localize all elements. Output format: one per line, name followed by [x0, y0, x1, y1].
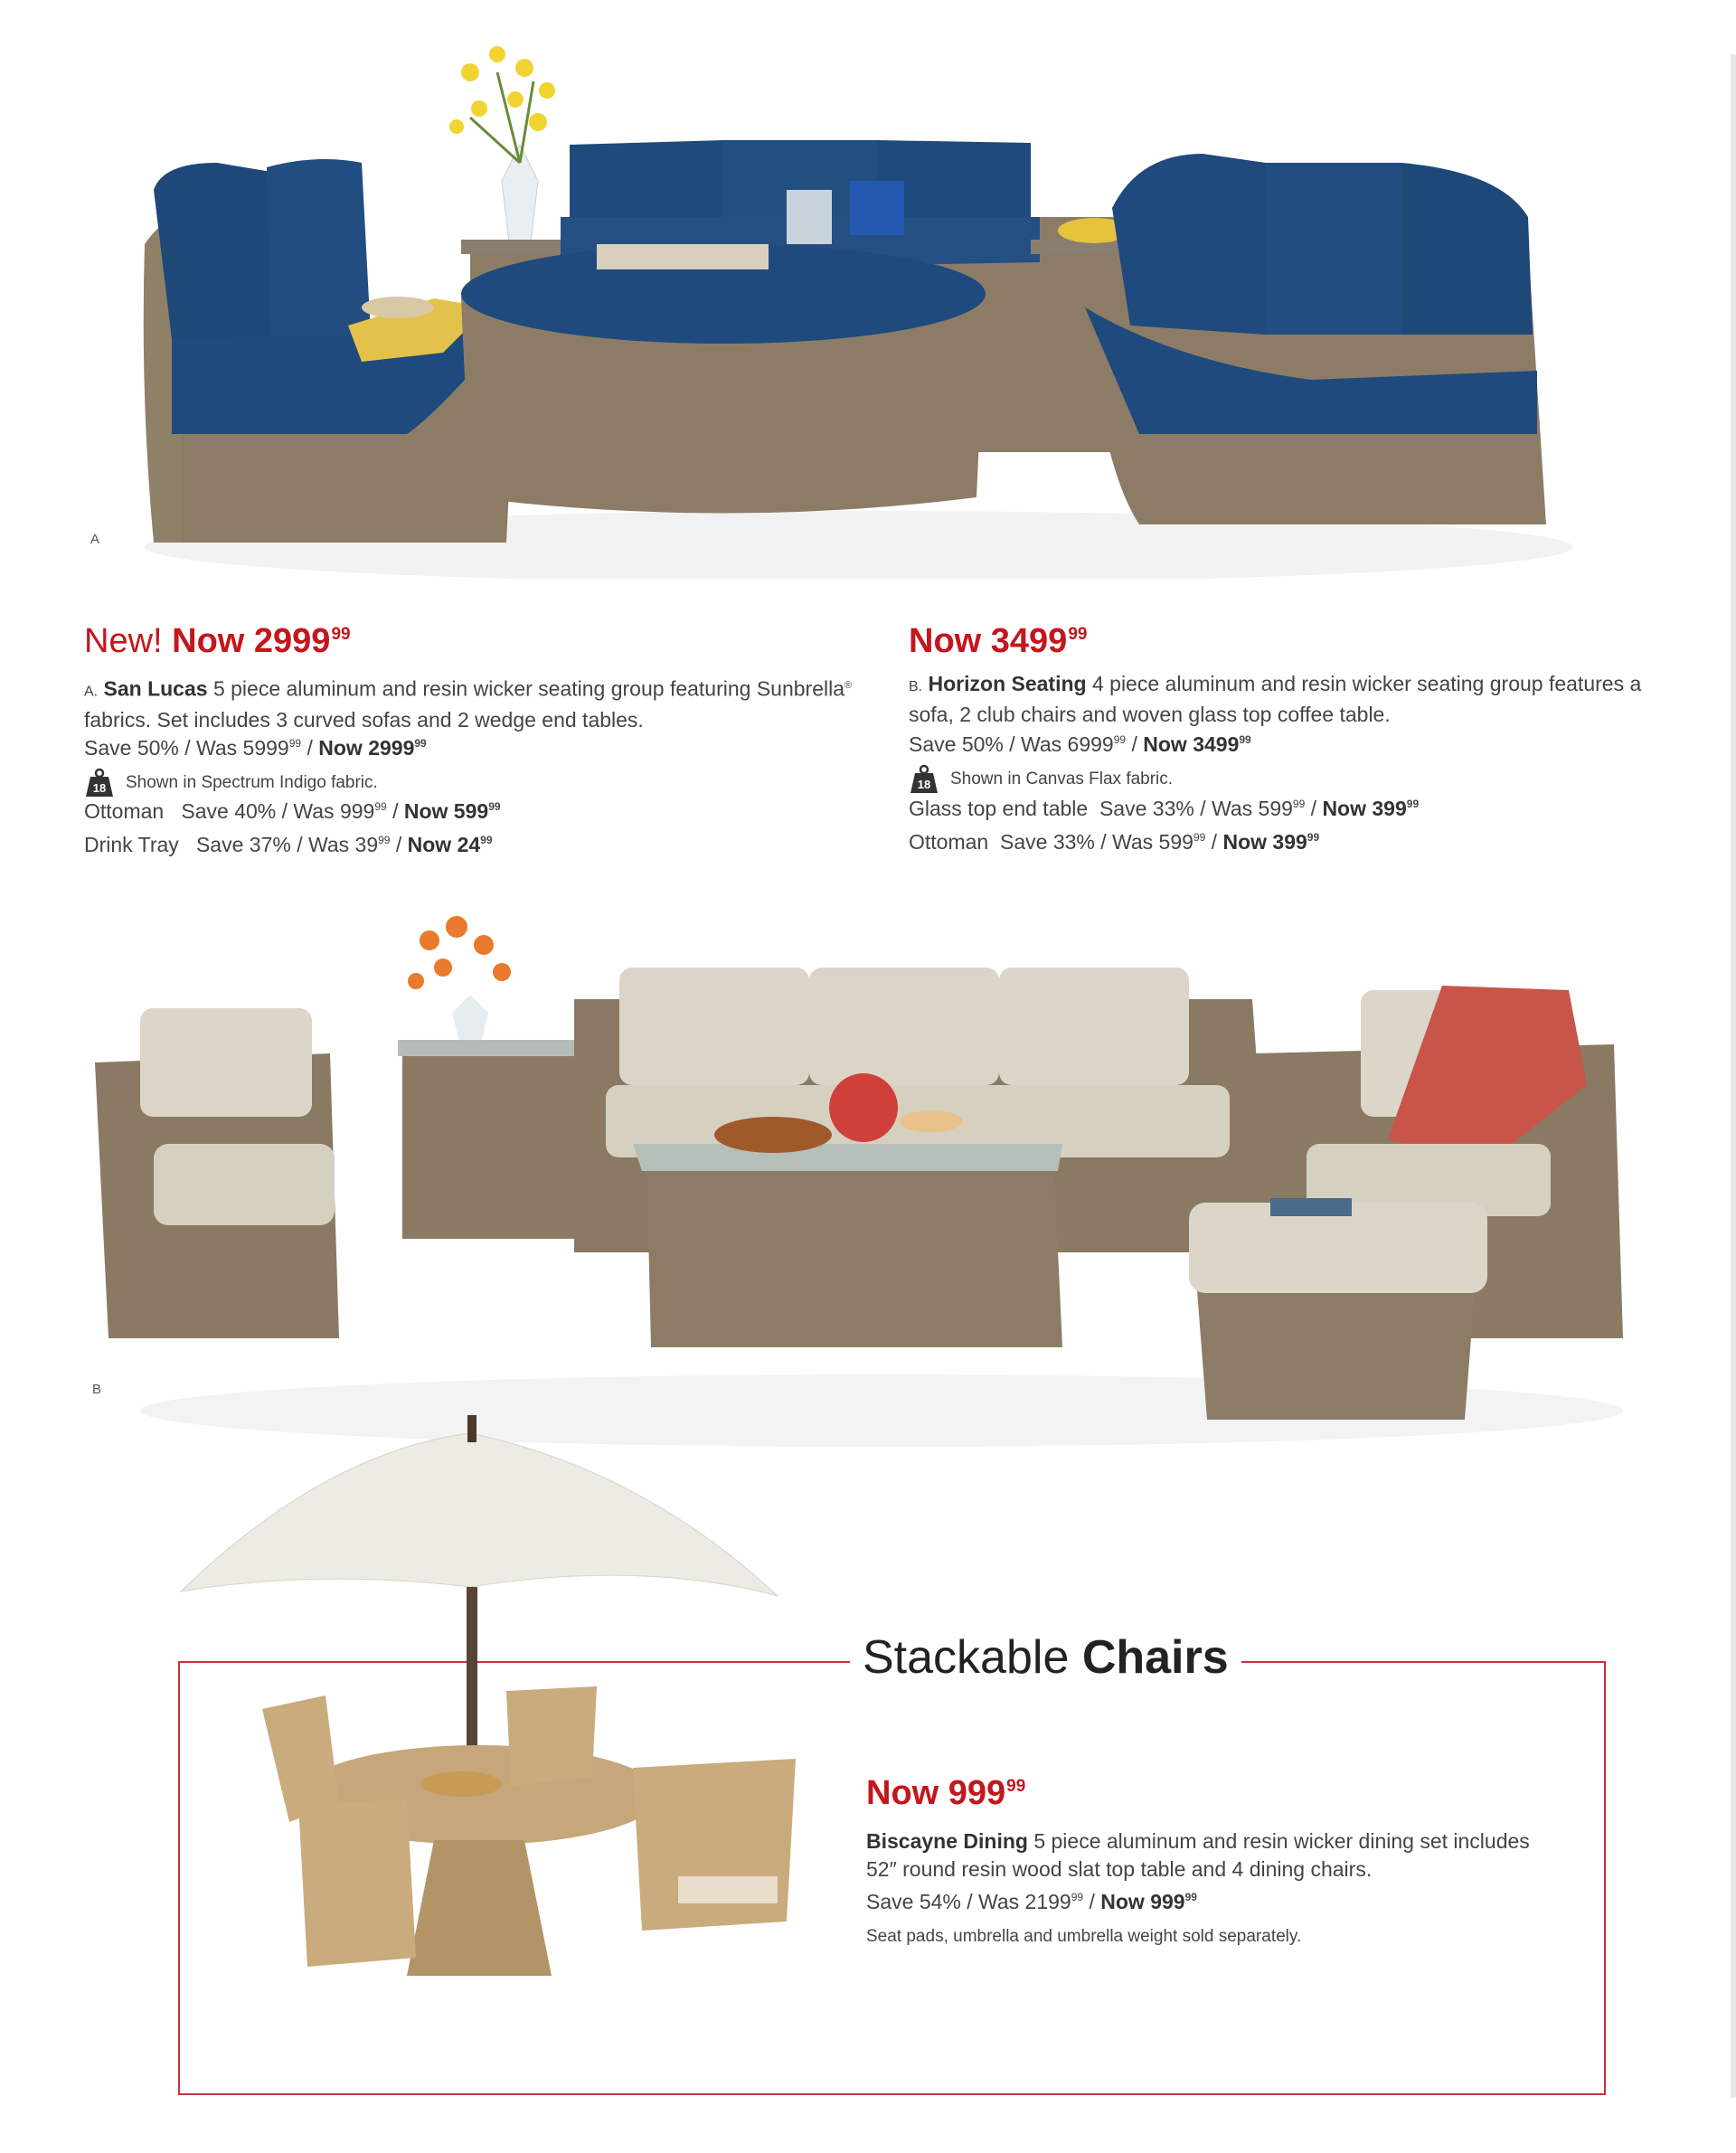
- extra-was-cents: 99: [378, 834, 391, 846]
- was-cents-b: 99: [1113, 733, 1127, 746]
- was-cents-c: 99: [1071, 1891, 1084, 1903]
- price-c-cents: 99: [1006, 1776, 1026, 1796]
- extra-was-cents: 99: [374, 800, 387, 813]
- san-lucas-photo: [136, 36, 1600, 579]
- extra-now: Now 599: [403, 799, 489, 823]
- figure-letter-a: A: [90, 532, 100, 547]
- description-b: [909, 670, 1659, 729]
- extra-was-cents: 99: [1292, 798, 1306, 810]
- save-row-b: Save 50% / Was 6999$^{99}$ / Now 3499$^{99}$: [909, 732, 1251, 756]
- left-curved-sofa: [144, 159, 515, 543]
- page-scrollbar[interactable]: [1731, 54, 1736, 2098]
- now-text-c: Now 999: [1100, 1890, 1185, 1913]
- now-cents-b: 99: [1239, 733, 1251, 746]
- product-name-c: Biscayne Dining: [866, 1829, 1028, 1853]
- extra-row-b-1: Ottoman Save 33% / Was $599^{99}$ / Now $399^{99}$: [909, 830, 1320, 854]
- fabric-text-a: Shown in Spectrum Indigo fabric.: [126, 773, 378, 792]
- section-title: [850, 1630, 1241, 1685]
- figure-letter-b: B: [92, 1382, 102, 1397]
- weight-badge-icon: [909, 764, 939, 795]
- extra-save: Save 37% / Was 39: [195, 833, 379, 856]
- product-name-b: Horizon Seating: [928, 672, 1087, 695]
- chair-ottoman: [1189, 1198, 1487, 1420]
- letter-a: A.: [84, 684, 99, 700]
- price-a: Now 2999: [172, 622, 331, 660]
- extra-now-cents: 99: [1307, 831, 1320, 844]
- extra-now: Now 24: [407, 833, 481, 856]
- was-cents-a: 99: [288, 737, 302, 750]
- right-curved-sofa: [1085, 154, 1546, 524]
- price-a-cents: 99: [331, 624, 351, 644]
- extra-label: Drink Tray: [84, 833, 179, 856]
- extra-now: Now 399: [1222, 830, 1307, 854]
- fabric-text-b: Shown in Canvas Flax fabric.: [950, 770, 1174, 788]
- badge-number-b: 18: [917, 778, 931, 791]
- extra-now-cents: 99: [480, 834, 493, 846]
- price-headline-c: [866, 1774, 1025, 1813]
- extra-save: Save 33% / Was 599: [1099, 797, 1293, 820]
- new-label: New!: [84, 622, 163, 660]
- extra-row-a-1: Drink Tray Save 37% / Was $39^{99}$ / Now $24^{99}$: [84, 833, 493, 856]
- extra-now-cents: 99: [488, 800, 501, 813]
- extra-was-cents: 99: [1193, 831, 1206, 844]
- letter-b: B.: [909, 679, 923, 694]
- extra-save: Save 33% / Was 599: [1000, 830, 1194, 854]
- extra-label: Ottoman: [909, 830, 989, 854]
- product-name-a: San Lucas: [103, 676, 208, 701]
- flower-vase: [408, 916, 511, 1049]
- save-text-b: Save 50% / Was 6999: [909, 732, 1114, 756]
- price-headline-a: [84, 622, 351, 661]
- description-c-text: 5 piece aluminum and resin wicker dining set includes 52″ round resin wood slat top table and 4 dining chairs.: [866, 1829, 1530, 1881]
- section-title-bold: Chairs: [1081, 1631, 1229, 1684]
- price-b: Now 3499: [909, 622, 1068, 660]
- extra-label: Glass top end table: [909, 797, 1089, 820]
- price-headline-b: [909, 622, 1087, 661]
- extra-label: Ottoman: [84, 799, 165, 823]
- flower-vase: [449, 46, 555, 258]
- extra-now: Now 399: [1322, 797, 1407, 820]
- description-a: [84, 672, 862, 734]
- section-title-light: Stackable: [863, 1631, 1082, 1684]
- fabric-note-b: [909, 764, 1173, 795]
- extra-row-a-0: Ottoman Save 40% / Was $999^{99}$ / Now $599^{99}$: [84, 799, 501, 823]
- reg-mark: ®: [844, 680, 853, 691]
- now-cents-c: 99: [1184, 1891, 1197, 1903]
- extra-row-b-0: Glass top end table Save 33% / Was $599^{99}$ / Now $399^{99}$: [909, 797, 1420, 820]
- save-row-c: Save 54% / Was 2199$^{99}$ / Now $999^{99}$: [866, 1890, 1197, 1913]
- badge-number-a: 18: [92, 781, 107, 795]
- extra-now-cents: 99: [1406, 798, 1420, 810]
- sold-separately-note: Seat pads, umbrella and umbrella weight sold separately.: [866, 1927, 1302, 1946]
- biscayne-dining-photo: [172, 1415, 805, 2003]
- description-a-1: 5 piece aluminum and resin wicker seating group featuring Sunbrella: [207, 676, 845, 701]
- club-chair-left: [95, 1008, 339, 1338]
- price-c: Now 999: [866, 1774, 1006, 1812]
- now-text-a: Now 2999: [318, 736, 415, 760]
- save-text-a: Save 50% / Was 5999: [84, 736, 289, 760]
- horizon-seating-photo: [86, 904, 1659, 1465]
- price-b-cents: 99: [1068, 624, 1088, 644]
- now-cents-a: 99: [414, 737, 427, 750]
- description-b-text: 4 piece aluminum and resin wicker seating group features a sofa, 2 club chairs and woven glass top coffee table.: [909, 672, 1642, 726]
- weight-badge-icon: [84, 768, 115, 798]
- save-text-c: Save 54% / Was 2199: [866, 1890, 1071, 1913]
- now-text-b: Now 3499: [1143, 732, 1240, 756]
- save-row-a: Save 50% / Was 5999$^{99}$ / Now 2999$^{99}$: [84, 736, 427, 760]
- extra-save: Save 40% / Was 999: [181, 799, 375, 823]
- description-a-2: fabrics. Set includes 3 curved sofas and 2 wedge end tables.: [84, 707, 644, 732]
- description-c: [866, 1827, 1553, 1884]
- fabric-note-a: [84, 768, 378, 798]
